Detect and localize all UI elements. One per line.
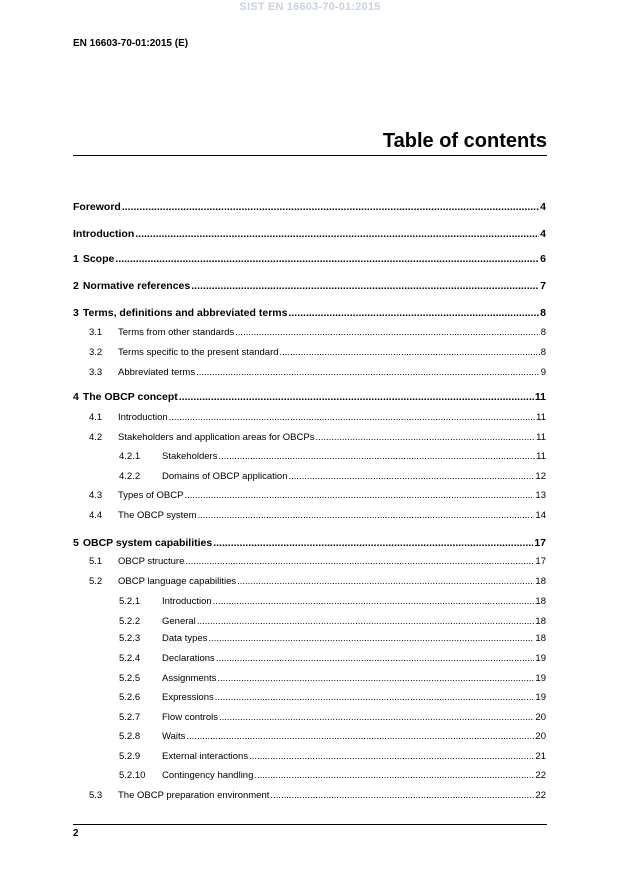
toc-entry[interactable] xyxy=(73,367,546,378)
toc-entry-label: Terms from other standards xyxy=(118,327,235,338)
toc-entry[interactable] xyxy=(73,751,546,762)
toc-entry-page: 12 xyxy=(535,471,546,482)
toc-entry-number: 3.3 xyxy=(89,367,103,378)
toc-entry-label: Scope xyxy=(82,253,115,265)
toc-entry[interactable] xyxy=(73,596,546,607)
dot-leader xyxy=(185,556,534,567)
toc-entry[interactable] xyxy=(73,731,546,742)
dot-leader xyxy=(208,633,534,644)
toc-entry[interactable] xyxy=(73,633,546,644)
toc-entry-label: Normative references xyxy=(82,280,191,292)
toc-entry-number: 4 xyxy=(73,391,79,403)
table-of-contents xyxy=(73,0,546,877)
toc-entry-label: Introduction xyxy=(118,412,168,423)
toc-entry-label: Expressions xyxy=(162,692,214,703)
toc-entry-label: Flow controls xyxy=(162,712,218,723)
toc-entry-number: 3.1 xyxy=(89,327,103,338)
dot-leader xyxy=(315,432,535,443)
toc-entry-number: 5.2.3 xyxy=(119,633,141,644)
toc-entry-label: Introduction xyxy=(73,228,135,240)
toc-entry-number: 5.2.4 xyxy=(119,653,141,664)
dot-leader xyxy=(198,510,535,521)
toc-entry[interactable] xyxy=(73,471,546,482)
toc-entry-number: 5 xyxy=(73,537,79,549)
dot-leader xyxy=(213,596,535,607)
dot-leader xyxy=(169,412,535,423)
dot-leader xyxy=(289,471,535,482)
dot-leader xyxy=(280,347,540,358)
dot-leader xyxy=(184,490,534,501)
toc-entry-label: External interactions xyxy=(162,751,249,762)
toc-entry-page: 14 xyxy=(535,510,546,521)
toc-entry[interactable] xyxy=(73,556,546,567)
toc-entry-label: Data types xyxy=(162,633,208,644)
toc-entry-page: 19 xyxy=(535,673,546,684)
toc-entry-page: 6 xyxy=(540,253,546,265)
toc-entry[interactable] xyxy=(73,712,546,723)
toc-entry-page: 11 xyxy=(536,412,546,423)
toc-entry[interactable] xyxy=(73,412,546,423)
toc-entry-label: The OBCP preparation environment xyxy=(118,790,270,801)
toc-entry-number: 4.2 xyxy=(89,432,103,443)
toc-entry-page: 19 xyxy=(535,692,546,703)
dot-leader xyxy=(237,576,534,587)
toc-entry-page: 4 xyxy=(540,228,546,240)
toc-entry-label: Terms, definitions and abbreviated terms xyxy=(82,307,288,319)
dot-leader xyxy=(254,770,534,781)
toc-entry-number: 1 xyxy=(73,253,79,265)
toc-entry-page: 17 xyxy=(535,556,546,567)
toc-entry[interactable] xyxy=(73,576,546,587)
toc-entry-number: 3.2 xyxy=(89,347,103,358)
toc-entry-number: 4.2.2 xyxy=(119,471,141,482)
dot-leader xyxy=(213,537,533,549)
dot-leader xyxy=(197,616,535,627)
toc-entry[interactable] xyxy=(73,391,546,403)
toc-entry-page: 19 xyxy=(535,653,546,664)
toc-entry-label: OBCP language capabilities xyxy=(118,576,237,587)
toc-entry-label: Domains of OBCP application xyxy=(162,471,288,482)
toc-entry-number: 4.3 xyxy=(89,490,103,501)
toc-entry[interactable] xyxy=(73,616,546,627)
toc-entry-label: Contingency handling xyxy=(162,770,254,781)
toc-entry-page: 8 xyxy=(540,307,546,319)
toc-entry-label: Abbreviated terms xyxy=(118,367,196,378)
toc-entry-label: Waits xyxy=(162,731,186,742)
toc-entry-label: General xyxy=(162,616,196,627)
toc-entry-page: 22 xyxy=(535,790,546,801)
toc-entry[interactable] xyxy=(73,307,546,319)
toc-entry[interactable] xyxy=(73,228,546,240)
dot-leader xyxy=(179,391,534,403)
dot-leader xyxy=(186,731,534,742)
toc-entry-label: Foreword xyxy=(73,201,121,213)
toc-entry[interactable] xyxy=(73,673,546,684)
toc-entry-number: 5.2.5 xyxy=(119,673,141,684)
toc-entry[interactable] xyxy=(73,510,546,521)
toc-entry[interactable] xyxy=(73,327,546,338)
toc-entry-label: OBCP structure xyxy=(118,556,185,567)
page-title: Table of contents xyxy=(382,130,547,152)
toc-entry[interactable] xyxy=(73,692,546,703)
toc-entry[interactable] xyxy=(73,490,546,501)
toc-entry-label: Declarations xyxy=(162,653,215,664)
toc-entry-page: 18 xyxy=(535,596,546,607)
toc-entry-number: 5.2 xyxy=(89,576,103,587)
toc-entry-page: 8 xyxy=(540,347,546,358)
toc-entry-page: 20 xyxy=(535,731,546,742)
page-number: 2 xyxy=(73,828,79,839)
toc-entry[interactable] xyxy=(73,537,546,549)
toc-entry[interactable] xyxy=(73,770,546,781)
watermark: SIST EN 16603-70-01:2015 xyxy=(239,1,381,13)
toc-entry-page: 9 xyxy=(540,367,546,378)
toc-entry[interactable] xyxy=(73,201,546,213)
toc-entry-number: 4.2.1 xyxy=(119,451,141,462)
toc-entry-number: 5.2.9 xyxy=(119,751,141,762)
toc-entry-page: 21 xyxy=(535,751,546,762)
dot-leader xyxy=(196,367,540,378)
dot-leader xyxy=(270,790,534,801)
toc-entry-label: OBCP system capabilities xyxy=(82,537,213,549)
toc-entry-page: 13 xyxy=(535,490,546,501)
dot-leader xyxy=(191,280,539,292)
toc-entry[interactable] xyxy=(73,790,546,801)
dot-leader xyxy=(219,712,534,723)
toc-entry-page: 17 xyxy=(534,537,546,549)
document-id: EN 16603-70-01:2015 (E) xyxy=(73,38,189,49)
toc-entry-number: 5.1 xyxy=(89,556,103,567)
toc-entry-label: The OBCP concept xyxy=(82,391,178,403)
toc-entry-page: 11 xyxy=(536,432,546,443)
dot-leader xyxy=(122,201,539,213)
toc-entry-page: 8 xyxy=(540,327,546,338)
toc-entry-number: 5.2.2 xyxy=(119,616,141,627)
toc-entry[interactable] xyxy=(73,432,546,443)
toc-entry[interactable] xyxy=(73,280,546,292)
toc-entry-page: 7 xyxy=(540,280,546,292)
dot-leader xyxy=(235,327,540,338)
toc-entry-label: Stakeholders xyxy=(162,451,218,462)
toc-entry-number: 5.2.8 xyxy=(119,731,141,742)
toc-entry-number: 4.4 xyxy=(89,510,103,521)
toc-entry-label: Introduction xyxy=(162,596,212,607)
toc-entry-label: Assignments xyxy=(162,673,217,684)
toc-entry[interactable] xyxy=(73,347,546,358)
toc-entry-page: 18 xyxy=(535,576,546,587)
footer-divider xyxy=(73,824,547,825)
toc-entry-number: 5.3 xyxy=(89,790,103,801)
toc-entry-page: 22 xyxy=(535,770,546,781)
dot-leader xyxy=(115,253,539,265)
toc-entry-label: The OBCP system xyxy=(118,510,197,521)
toc-entry-page: 11 xyxy=(534,391,546,403)
toc-entry-number: 3 xyxy=(73,307,79,319)
toc-entry[interactable] xyxy=(73,451,546,462)
toc-entry-number: 5.2.1 xyxy=(119,596,141,607)
dot-leader xyxy=(249,751,534,762)
toc-entry-label: Terms specific to the present standard xyxy=(118,347,279,358)
toc-entry[interactable] xyxy=(73,253,546,265)
dot-leader xyxy=(218,451,535,462)
toc-entry-page: 18 xyxy=(535,616,546,627)
toc-entry-page: 4 xyxy=(540,201,546,213)
dot-leader xyxy=(135,228,539,240)
dot-leader xyxy=(288,307,539,319)
dot-leader xyxy=(216,653,535,664)
toc-entry-page: 11 xyxy=(536,451,546,462)
toc-entry-page: 20 xyxy=(535,712,546,723)
toc-entry-label: Types of OBCP xyxy=(118,490,184,501)
toc-entry-page: 18 xyxy=(535,633,546,644)
toc-entry-number: 5.2.6 xyxy=(119,692,141,703)
toc-entry-number: 2 xyxy=(73,280,79,292)
toc-entry-label: Stakeholders and application areas for OBCPs xyxy=(118,432,315,443)
dot-leader xyxy=(217,673,534,684)
toc-entry-number: 4.1 xyxy=(89,412,103,423)
toc-entry-number: 5.2.10 xyxy=(119,770,146,781)
toc-entry-number: 5.2.7 xyxy=(119,712,141,723)
dot-leader xyxy=(215,692,535,703)
toc-entry[interactable] xyxy=(73,653,546,664)
